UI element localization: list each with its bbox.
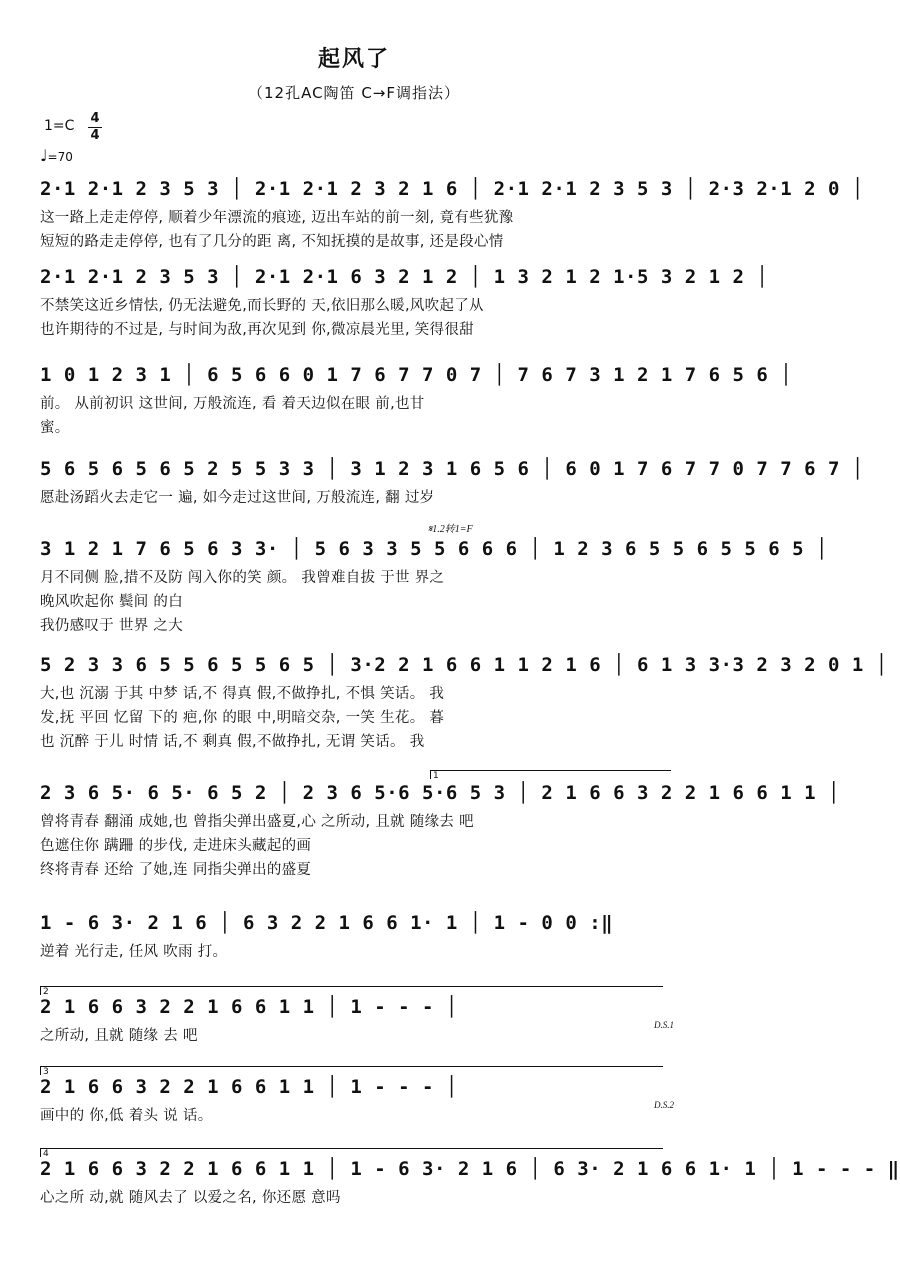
- notation-line: 2 3 6 5· 6 5· 6 5 2 │ 2 3 6 5·6 5·6 5 3 │ 2 1 6 6 3 2 2 1 6 6 1 1 │: [40, 782, 840, 804]
- score-system-1: [40, 178, 864, 254]
- lyric-line-1: 这一路上走走停停, 顺着少年漂流的痕迹, 迈出车站的前一刻, 竟有些犹豫: [40, 210, 514, 226]
- segno-mark: 𝄋1.2转1=F: [428, 524, 473, 535]
- lyric-line-1: 大,也 沉溺 于其 中梦 话,不 得真 假,不做挣扎, 不惧 笑话。 我: [40, 686, 445, 702]
- score-system-8: [40, 912, 668, 964]
- lyric-line-3: 也 沉醉 于儿 时情 话,不 剩真 假,不做挣扎, 无谓 笑话。 我: [40, 734, 425, 750]
- meter-top: 4: [90, 111, 100, 126]
- lyric-line-1: 前。 从前初识 这世间, 万般流连, 看 着天边似在眼 前,也甘: [40, 396, 425, 412]
- song-title: 起风了: [317, 46, 390, 72]
- notation-line: 2 1 6 6 3 2 2 1 6 6 1 1 │ 1 - 6 3· 2 1 6 │ 6 3· 2 1 6 6 1· 1 │ 1 - - - ‖: [40, 1158, 900, 1180]
- lyric-line-2: 也许期待的不过是, 与时间为敌,再次见到 你,微凉晨光里, 笑得很甜: [40, 322, 474, 338]
- lyric-line-1: 曾将青春 翻涌 成她,也 曾指尖弹出盛夏,心 之所动, 且就 随缘去 吧: [40, 814, 474, 830]
- score-system-4: [40, 458, 864, 510]
- lyric-line-2: 发,抚 平回 忆留 下的 疤,你 的眼 中,明暗交杂, 一笑 生花。 暮: [40, 710, 445, 726]
- tempo-marking: ♩=70: [40, 146, 73, 165]
- quarter-note-icon: ♩: [40, 146, 48, 165]
- volta-bracket-4: 4: [40, 1148, 663, 1157]
- lyric-line-3: 我仍感叹于 世界 之大: [40, 618, 184, 634]
- dal-segno-2: D.S.2: [654, 1100, 674, 1110]
- score-system-10: [40, 1067, 674, 1128]
- volta-bracket-1: 1: [430, 770, 671, 779]
- notation-line: 2·1 2·1 2 3 5 3 │ 2·1 2·1 6 3 2 1 2 │ 1 3 2 1 2 1·5 3 2 1 2 │: [40, 266, 769, 288]
- time-signature: [88, 112, 102, 143]
- notation-line: 3 1 2 1 7 6 5 6 3 3· │ 5 6 3 3 5 5 6 6 6 │ 1 2 3 6 5 5 6 5 5 6 5 │: [40, 538, 828, 560]
- volta-bracket-2: 2: [40, 986, 663, 995]
- notation-line: 5 6 5 6 5 6 5 2 5 5 3 3 │ 3 1 2 3 1 6 5 6 │ 6 0 1 7 6 7 7 0 7 7 6 7 │: [40, 458, 864, 480]
- score-system-2: [40, 266, 769, 342]
- lyric-line-2: 晚风吹起你 鬓间 的白: [40, 594, 184, 610]
- lyric-line-2: 短短的路走走停停, 也有了几分的距 离, 不知抚摸的是故事, 还是段心情: [40, 234, 504, 250]
- score-system-9: [40, 987, 674, 1048]
- score-system-3: [40, 364, 793, 440]
- meter-bottom: 4: [90, 128, 100, 143]
- notation-line: 5 2 3 3 6 5 5 6 5 5 6 5 │ 3·2 2 1 6 6 1 1 2 1 6 │ 6 1 3 3·3 2 3 2 0 1 │: [40, 654, 888, 676]
- notation-line: 1 - 6 3· 2 1 6 │ 6 3 2 2 1 6 6 1· 1 │ 1 - 0 0 :‖: [40, 912, 614, 934]
- score-system-5: [40, 524, 828, 638]
- lyric-line-2: 色遮住你 蹒跚 的步伐, 走进床头藏起的画: [40, 838, 312, 854]
- lyric-line-1: 不禁笑这近乡情怯, 仍无法避免,而长野的 天,依旧那么暖,风吹起了从: [40, 298, 484, 314]
- score-system-11: [40, 1149, 900, 1210]
- lyric-line-1: 月不同侧 脸,措不及防 闯入你的笑 颜。 我曾难自拔 于世 界之: [40, 570, 445, 586]
- notation-line: 2·1 2·1 2 3 5 3 │ 2·1 2·1 2 3 2 1 6 │ 2·1 2·1 2 3 5 3 │ 2·3 2·1 2 0 │: [40, 178, 864, 200]
- volta-bracket-3: 3: [40, 1066, 663, 1075]
- dal-segno-1: D.S.1: [654, 1020, 674, 1030]
- lyric-line-1: 之所动, 且就 随缘 去 吧: [40, 1028, 198, 1044]
- lyric-line-1: 画中的 你,低 着头 说 话。: [40, 1108, 213, 1124]
- score-system-7: [40, 771, 840, 882]
- score-system-6: [40, 654, 888, 754]
- song-subtitle: （12孔AC陶笛 C→F调指法）: [248, 84, 460, 102]
- lyric-line-2: 蜜。: [40, 420, 70, 436]
- lyric-line-3: 终将青春 还给 了她,连 同指尖弹出的盛夏: [40, 862, 312, 878]
- lyric-line-1: 逆着 光行走, 任风 吹雨 打。: [40, 944, 228, 960]
- key-signature: 1=C: [44, 118, 75, 134]
- notation-line: 1 0 1 2 3 1 │ 6 5 6 6 0 1 7 6 7 7 0 7 │ 7 6 7 3 1 2 1 7 6 5 6 │: [40, 364, 793, 386]
- lyric-line-1: 心之所 动,就 随风去了 以爱之名, 你还愿 意吗: [40, 1190, 341, 1206]
- notation-line: 2 1 6 6 3 2 2 1 6 6 1 1 │ 1 - - - │: [40, 1076, 458, 1098]
- notation-line: 2 1 6 6 3 2 2 1 6 6 1 1 │ 1 - - - │: [40, 996, 458, 1018]
- lyric-line-1: 愿赴汤蹈火去走它一 遍, 如今走过这世间, 万般流连, 翻 过岁: [40, 490, 435, 506]
